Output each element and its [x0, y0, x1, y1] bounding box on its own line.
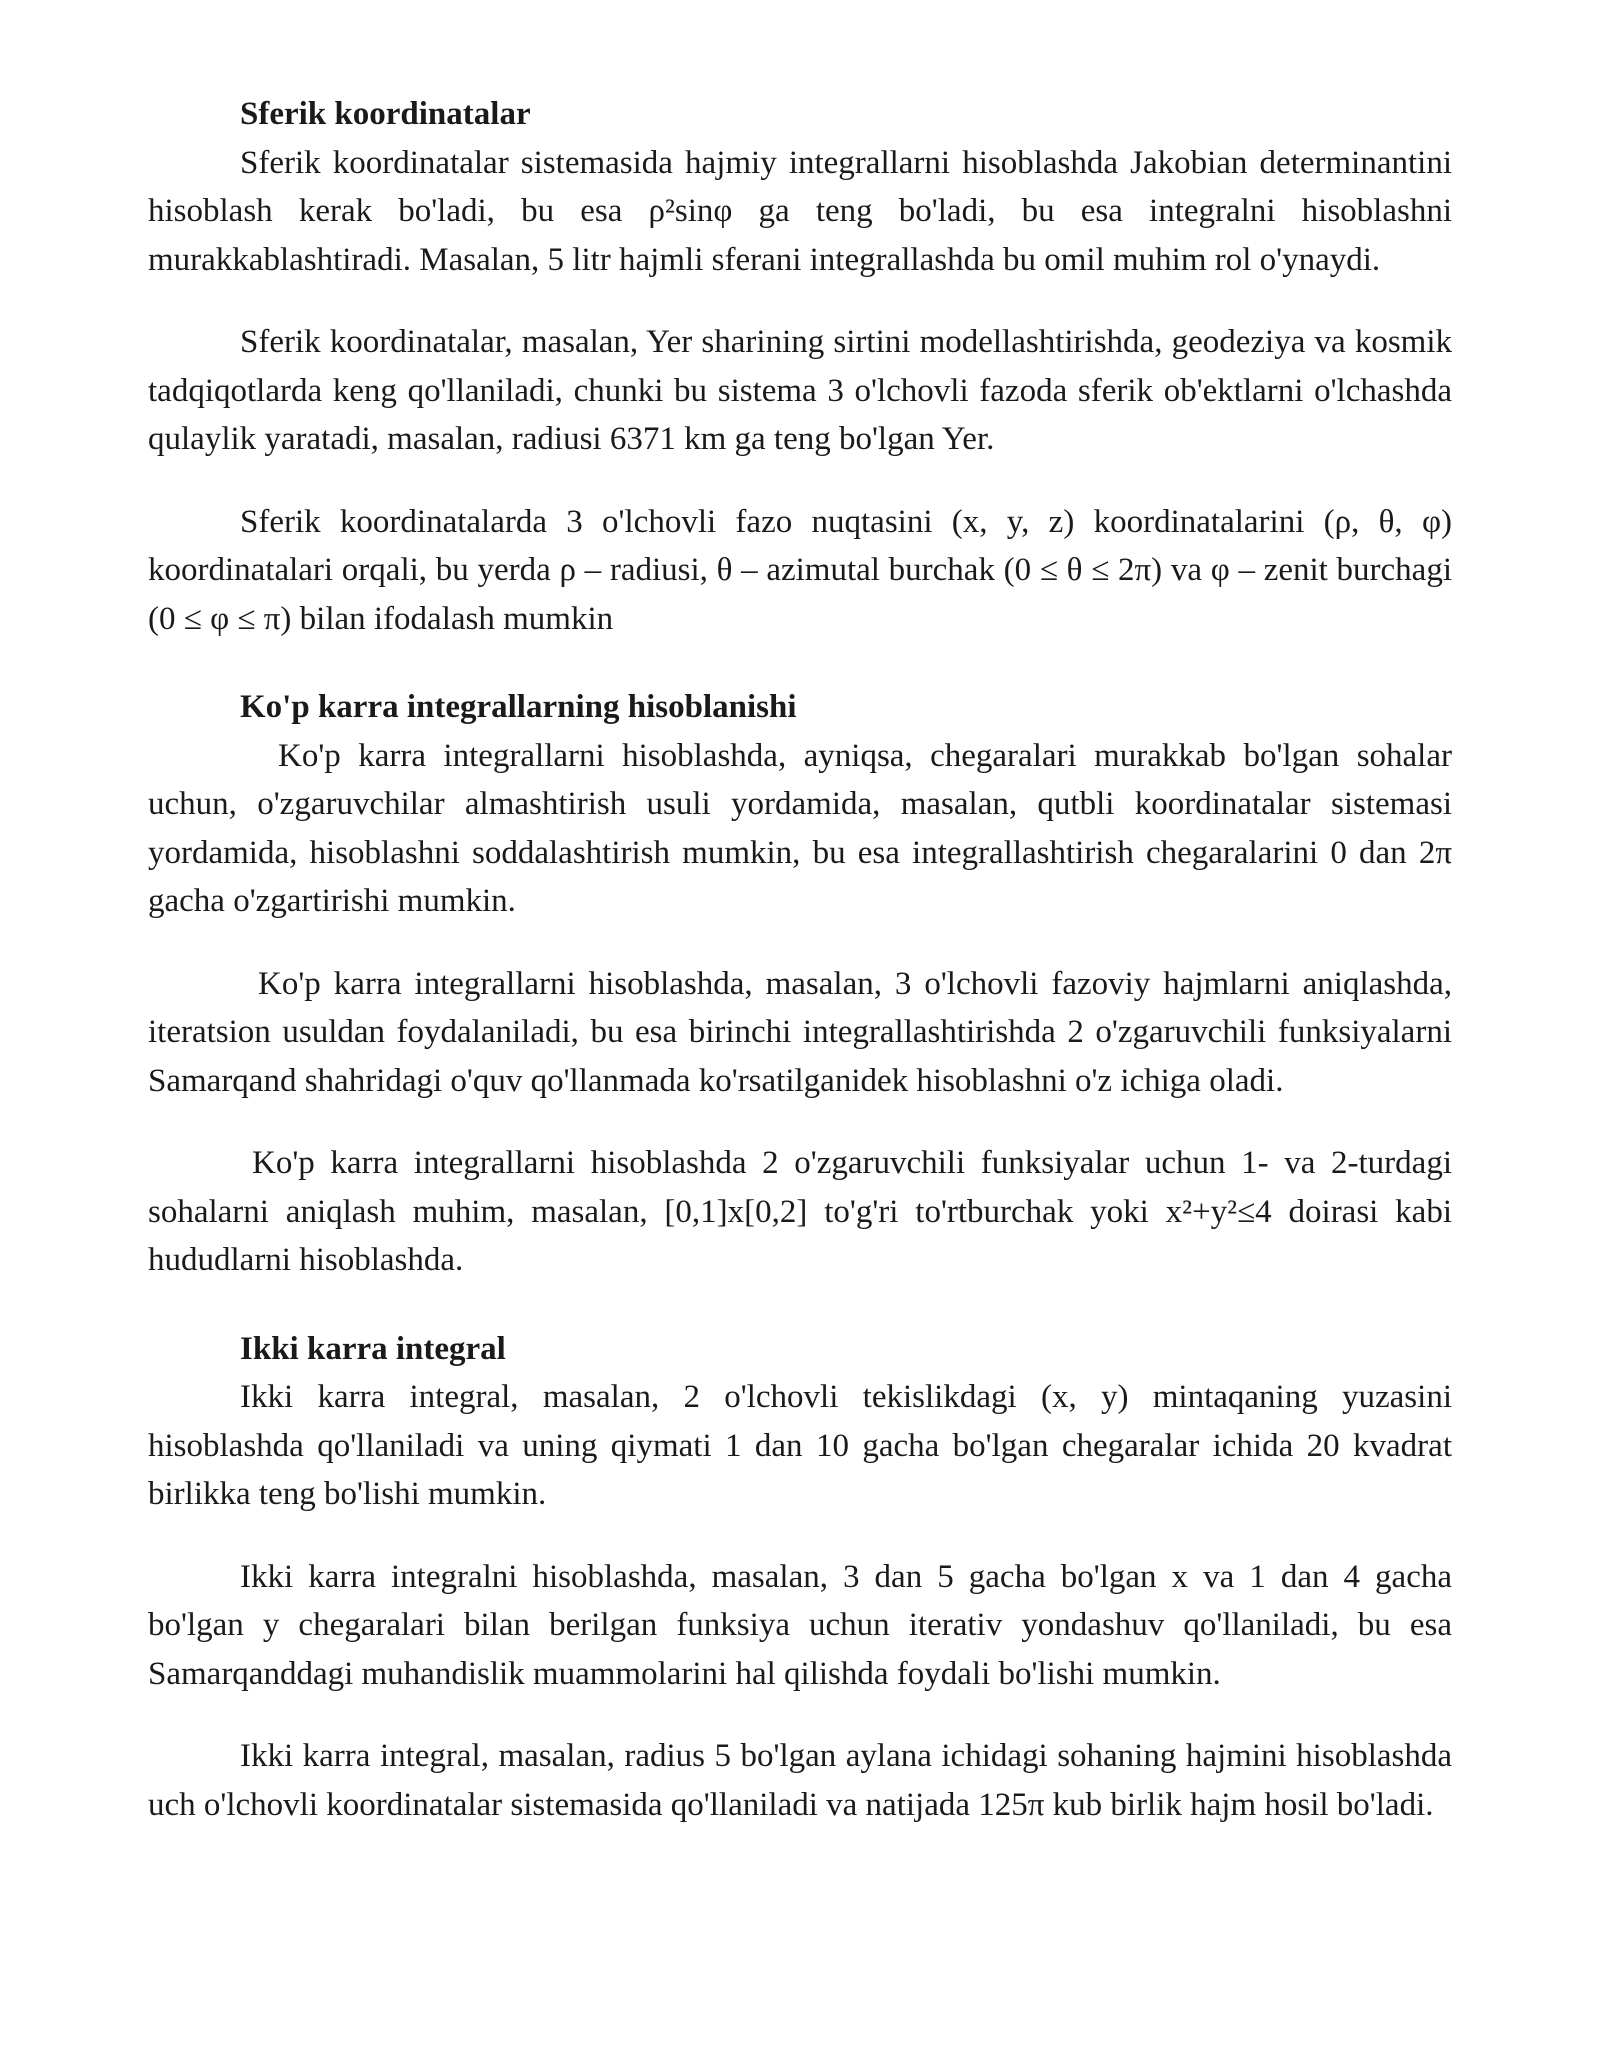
paragraph: Sferik koordinatalar, masalan, Yer sharining sirtini modellashtirishda, geodeziya va kosmik tadqiqotlarda keng qo'llaniladi, chunki bu sistema 3 o'lchovli fazoda sferik ob'ektlarni o'lchashda qulaylik yaratadi, masalan, radiusi 6371 km ga teng bo'lgan Yer.: [148, 324, 1452, 457]
section-heading: Ikki karra integral: [240, 1330, 506, 1367]
paragraph: Sferik koordinatalar sistemasida hajmiy integrallarni hisoblashda Jakobian determinantini hisoblash kerak bo'ladi, bu esa ρ²sinφ ga teng bo'ladi, bu esa integralni hisoblashni murakkablashtiradi. Masalan, 5 litr hajmli sferani integrallashda bu omil muhim rol o'ynaydi.: [148, 144, 1452, 278]
section-heading: Sferik koordinatalar: [240, 96, 531, 132]
paragraph: Ikki karra integral, masalan, 2 o'lchovli tekislikdagi (x, y) mintaqaning yuzasini hisoblashda qo'llaniladi va uning qiymati 1 dan 10 gacha bo'lgan chegaralar ichida 20 kvadrat birlikka teng bo'lishi mumkin.: [148, 1379, 1452, 1512]
section-spherical-coordinates: [148, 90, 1452, 643]
paragraph: Ikki karra integral, masalan, radius 5 bo'lgan aylana ichidagi sohaning hajmini hisoblashda uch o'lchovli koordinatalar sistemasida qo'llaniladi va natijada 125π kub birlik hajm hosil bo'ladi.: [148, 1738, 1452, 1823]
paragraph: Ko'p karra integrallarni hisoblashda, ayniqsa, chegaralari murakkab bo'lgan sohalar uchun, o'zgaruvchilar almashtirish usuli yordamida, masalan, qutbli koordinatalar sistemasi yordamida, hisoblashni soddalashtirish mumkin, bu esa integrallashtirish chegaralarini 0 dan 2π gacha o'zgartirishi mumkin.: [148, 737, 1452, 919]
document-page: [148, 90, 1452, 1829]
section-double-integral: [148, 1325, 1452, 1830]
paragraph: Ikki karra integralni hisoblashda, masalan, 3 dan 5 gacha bo'lgan x va 1 dan 4 gacha bo'lgan y chegaralari bilan berilgan funksiya uchun iterativ yondashuv qo'llaniladi, bu esa Samarqanddagi muhandislik muammolarini hal qilishda foydali bo'lishi mumkin.: [148, 1558, 1452, 1692]
section-multiple-integrals: [148, 683, 1452, 1285]
paragraph: Ko'p karra integrallarni hisoblashda, masalan, 3 o'lchovli fazoviy hajmlarni aniqlashda, iteratsion usuldan foydalaniladi, bu esa birinchi integrallashtirishda 2 o'zgaruvchili funksiyalarni Samarqand shahridagi o'quv qo'llanmada ko'rsatilganidek hisoblashni o'z ichiga oladi.: [148, 965, 1452, 1099]
paragraph: Sferik koordinatalarda 3 o'lchovli fazo nuqtasini (x, y, z) koordinatalarini (ρ, θ, φ) koordinatalari orqali, bu yerda ρ – radiusi, θ – azimutal burchak (0 ≤ θ ≤ 2π) va φ – zenit burchagi (0 ≤ φ ≤ π) bilan ifodalash mumkin: [148, 503, 1452, 637]
section-heading: Ko'p karra integrallarning hisoblanishi: [240, 689, 797, 725]
paragraph: Ko'p karra integrallarni hisoblashda 2 o'zgaruvchili funksiyalar uchun 1- va 2-turdagi sohalarni aniqlash muhim, masalan, [0,1]x[0,2] to'g'ri to'rtburchak yoki x²+y²≤4 doirasi kabi hududlarni hisoblashda.: [148, 1145, 1452, 1278]
